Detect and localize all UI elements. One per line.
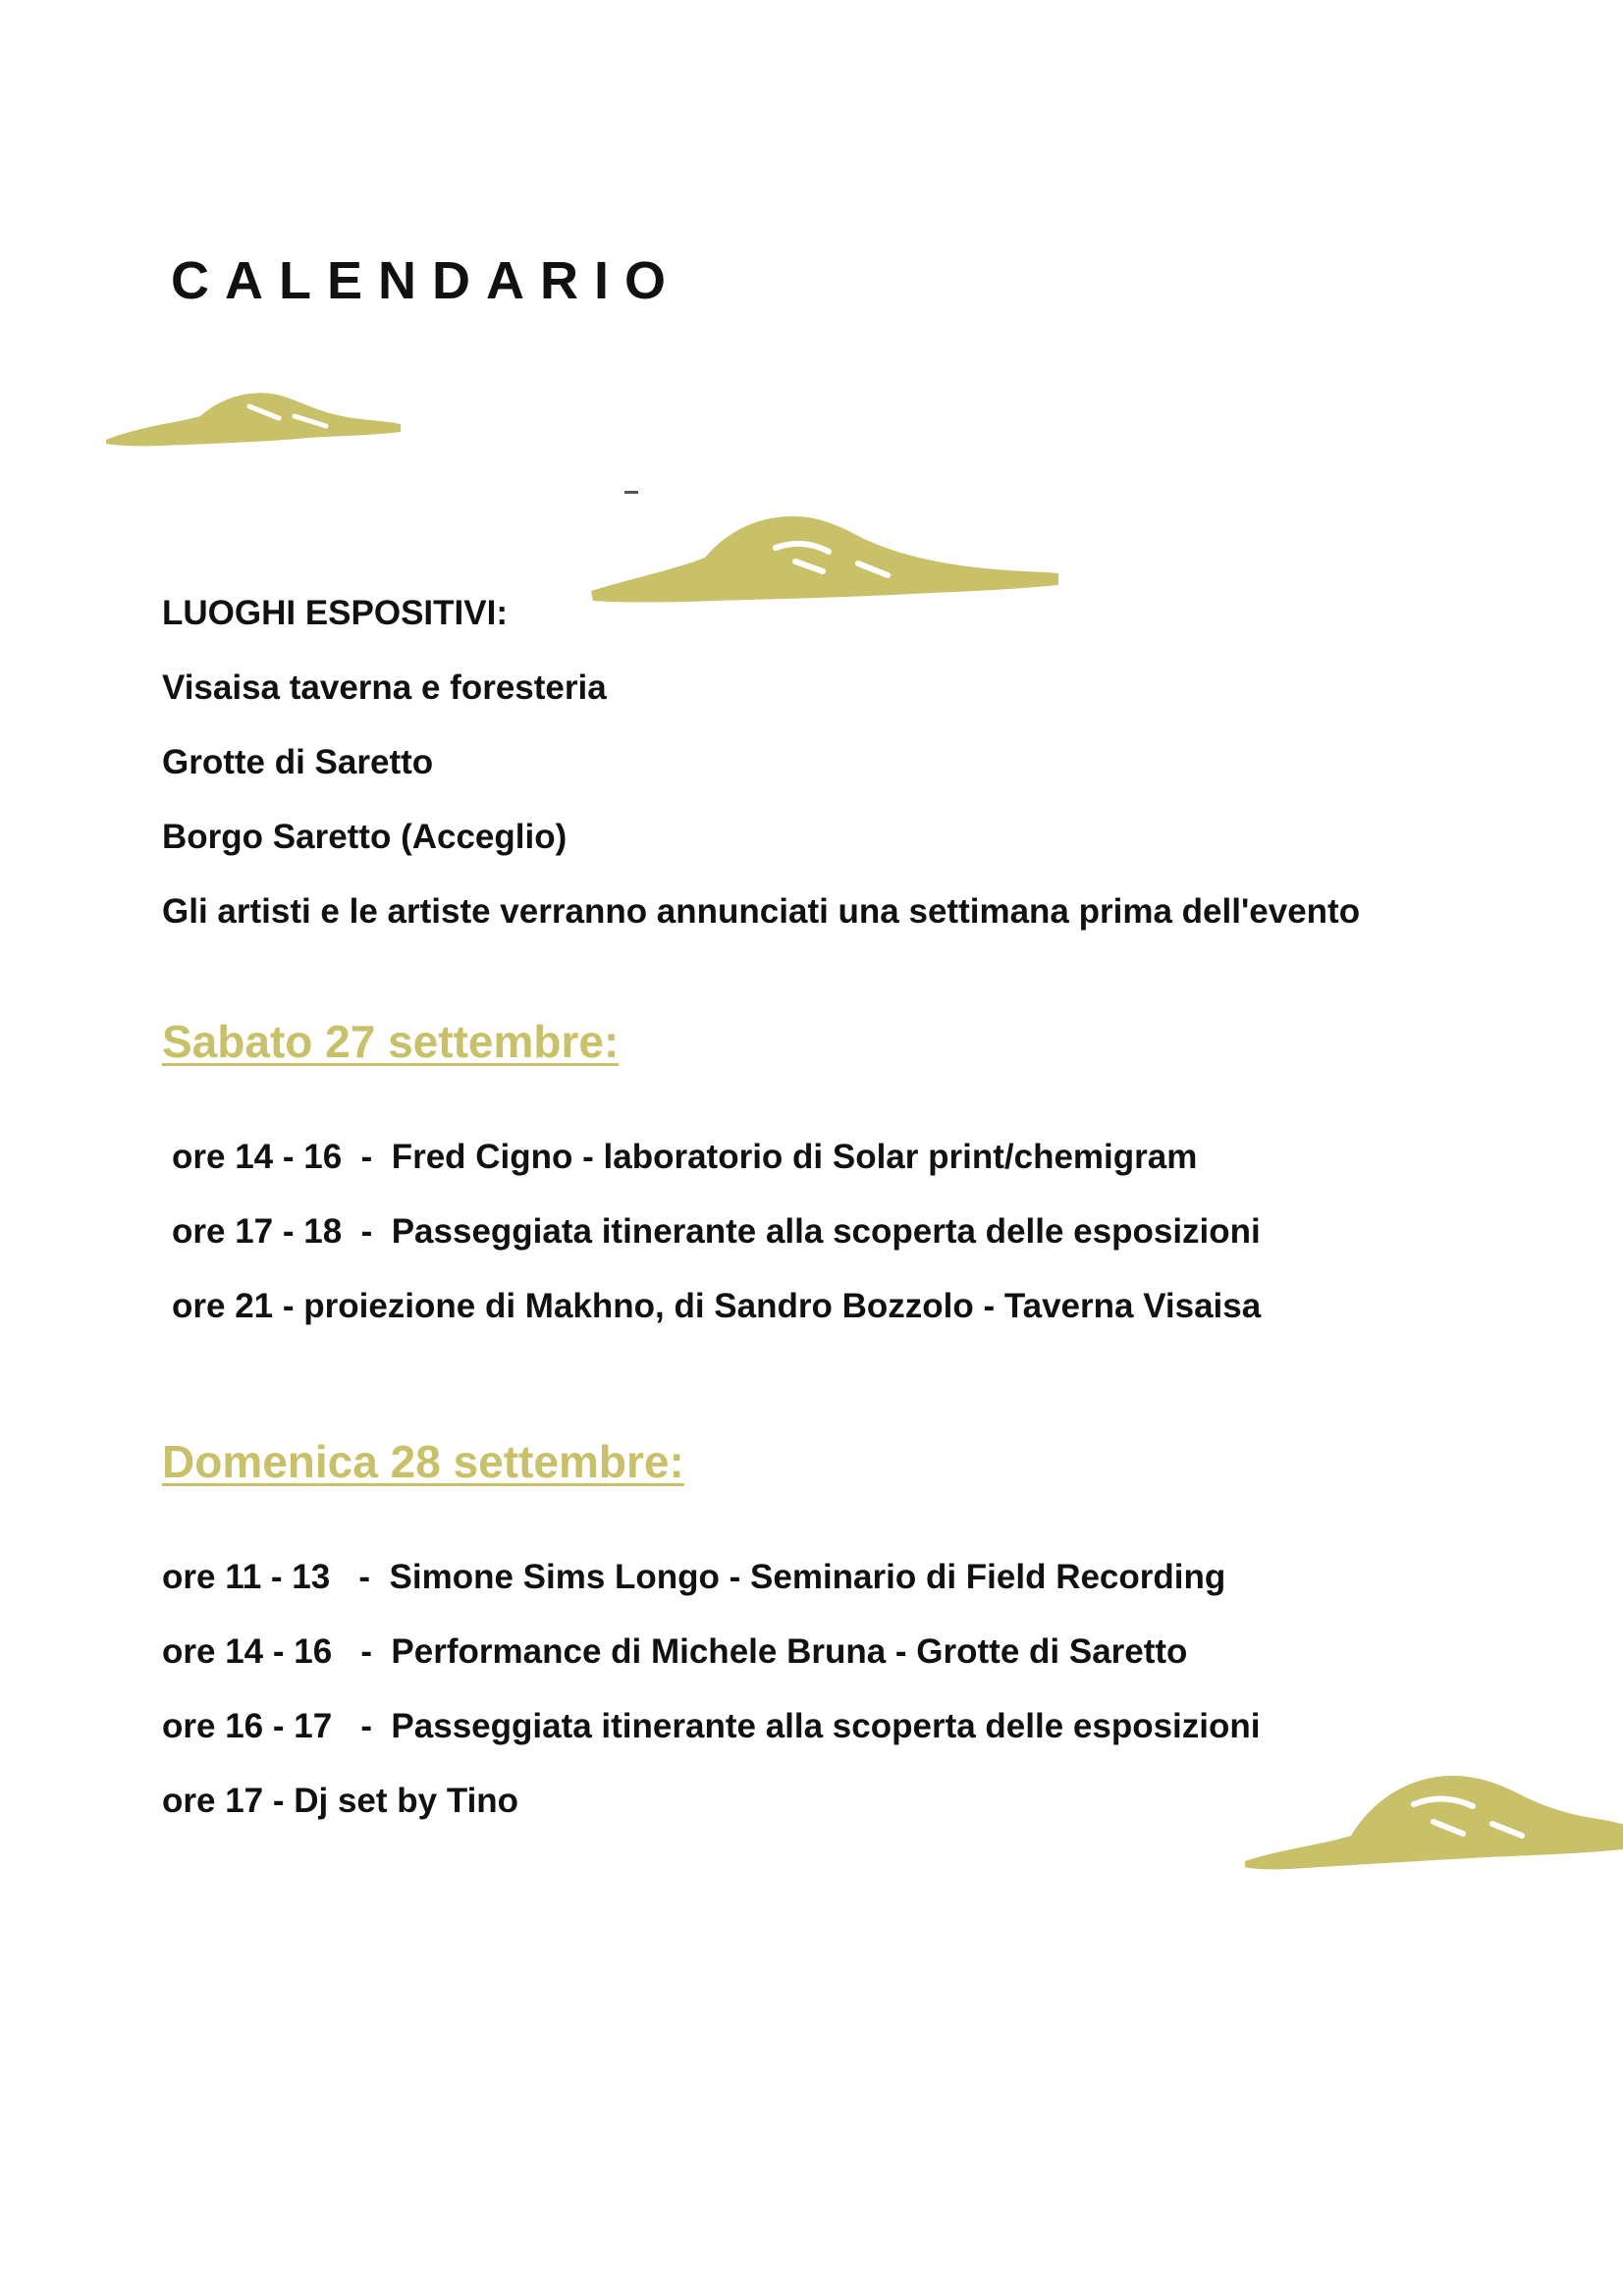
artists-note: Gli artisti e le artiste verranno annunciati una settimana prima dell'evento [162,892,1361,931]
day-heading-sunday: Domenica 28 settembre: [162,1436,684,1487]
event-item: ore 14 - 16 - Performance di Michele Bruna - Grotte di Saretto [162,1632,1188,1671]
hill-brush-illustration-small [102,387,406,452]
event-item: ore 21 - proiezione di Makhno, di Sandro Bozzolo - Taverna Visaisa [172,1287,1262,1325]
hill-brush-illustration-medium [587,508,1062,609]
event-item: ore 14 - 16 - Fred Cigno - laboratorio di Solar print/chemigram [172,1138,1198,1176]
event-item: ore 17 - Dj set by Tino [162,1782,519,1820]
venue-item: Grotte di Saretto [162,743,434,781]
page-title: CALENDARIO [171,251,681,310]
day-heading-saturday: Sabato 27 settembre: [162,1016,620,1067]
event-item: ore 17 - 18 - Passeggiata itinerante alla scoperta delle esposizioni [172,1212,1261,1251]
venue-item: Visaisa taverna e foresteria [162,668,607,707]
venues-heading: LUOGHI ESPOSITIVI: [162,594,508,632]
event-item: ore 11 - 13 - Simone Sims Longo - Seminario di Field Recording [162,1558,1226,1596]
stray-mark [624,491,638,494]
event-item: ore 16 - 17 - Passeggiata itinerante alla scoperta delle esposizioni [162,1707,1261,1745]
hill-brush-illustration-corner [1241,1767,1623,1875]
venue-item: Borgo Saretto (Acceglio) [162,818,568,856]
